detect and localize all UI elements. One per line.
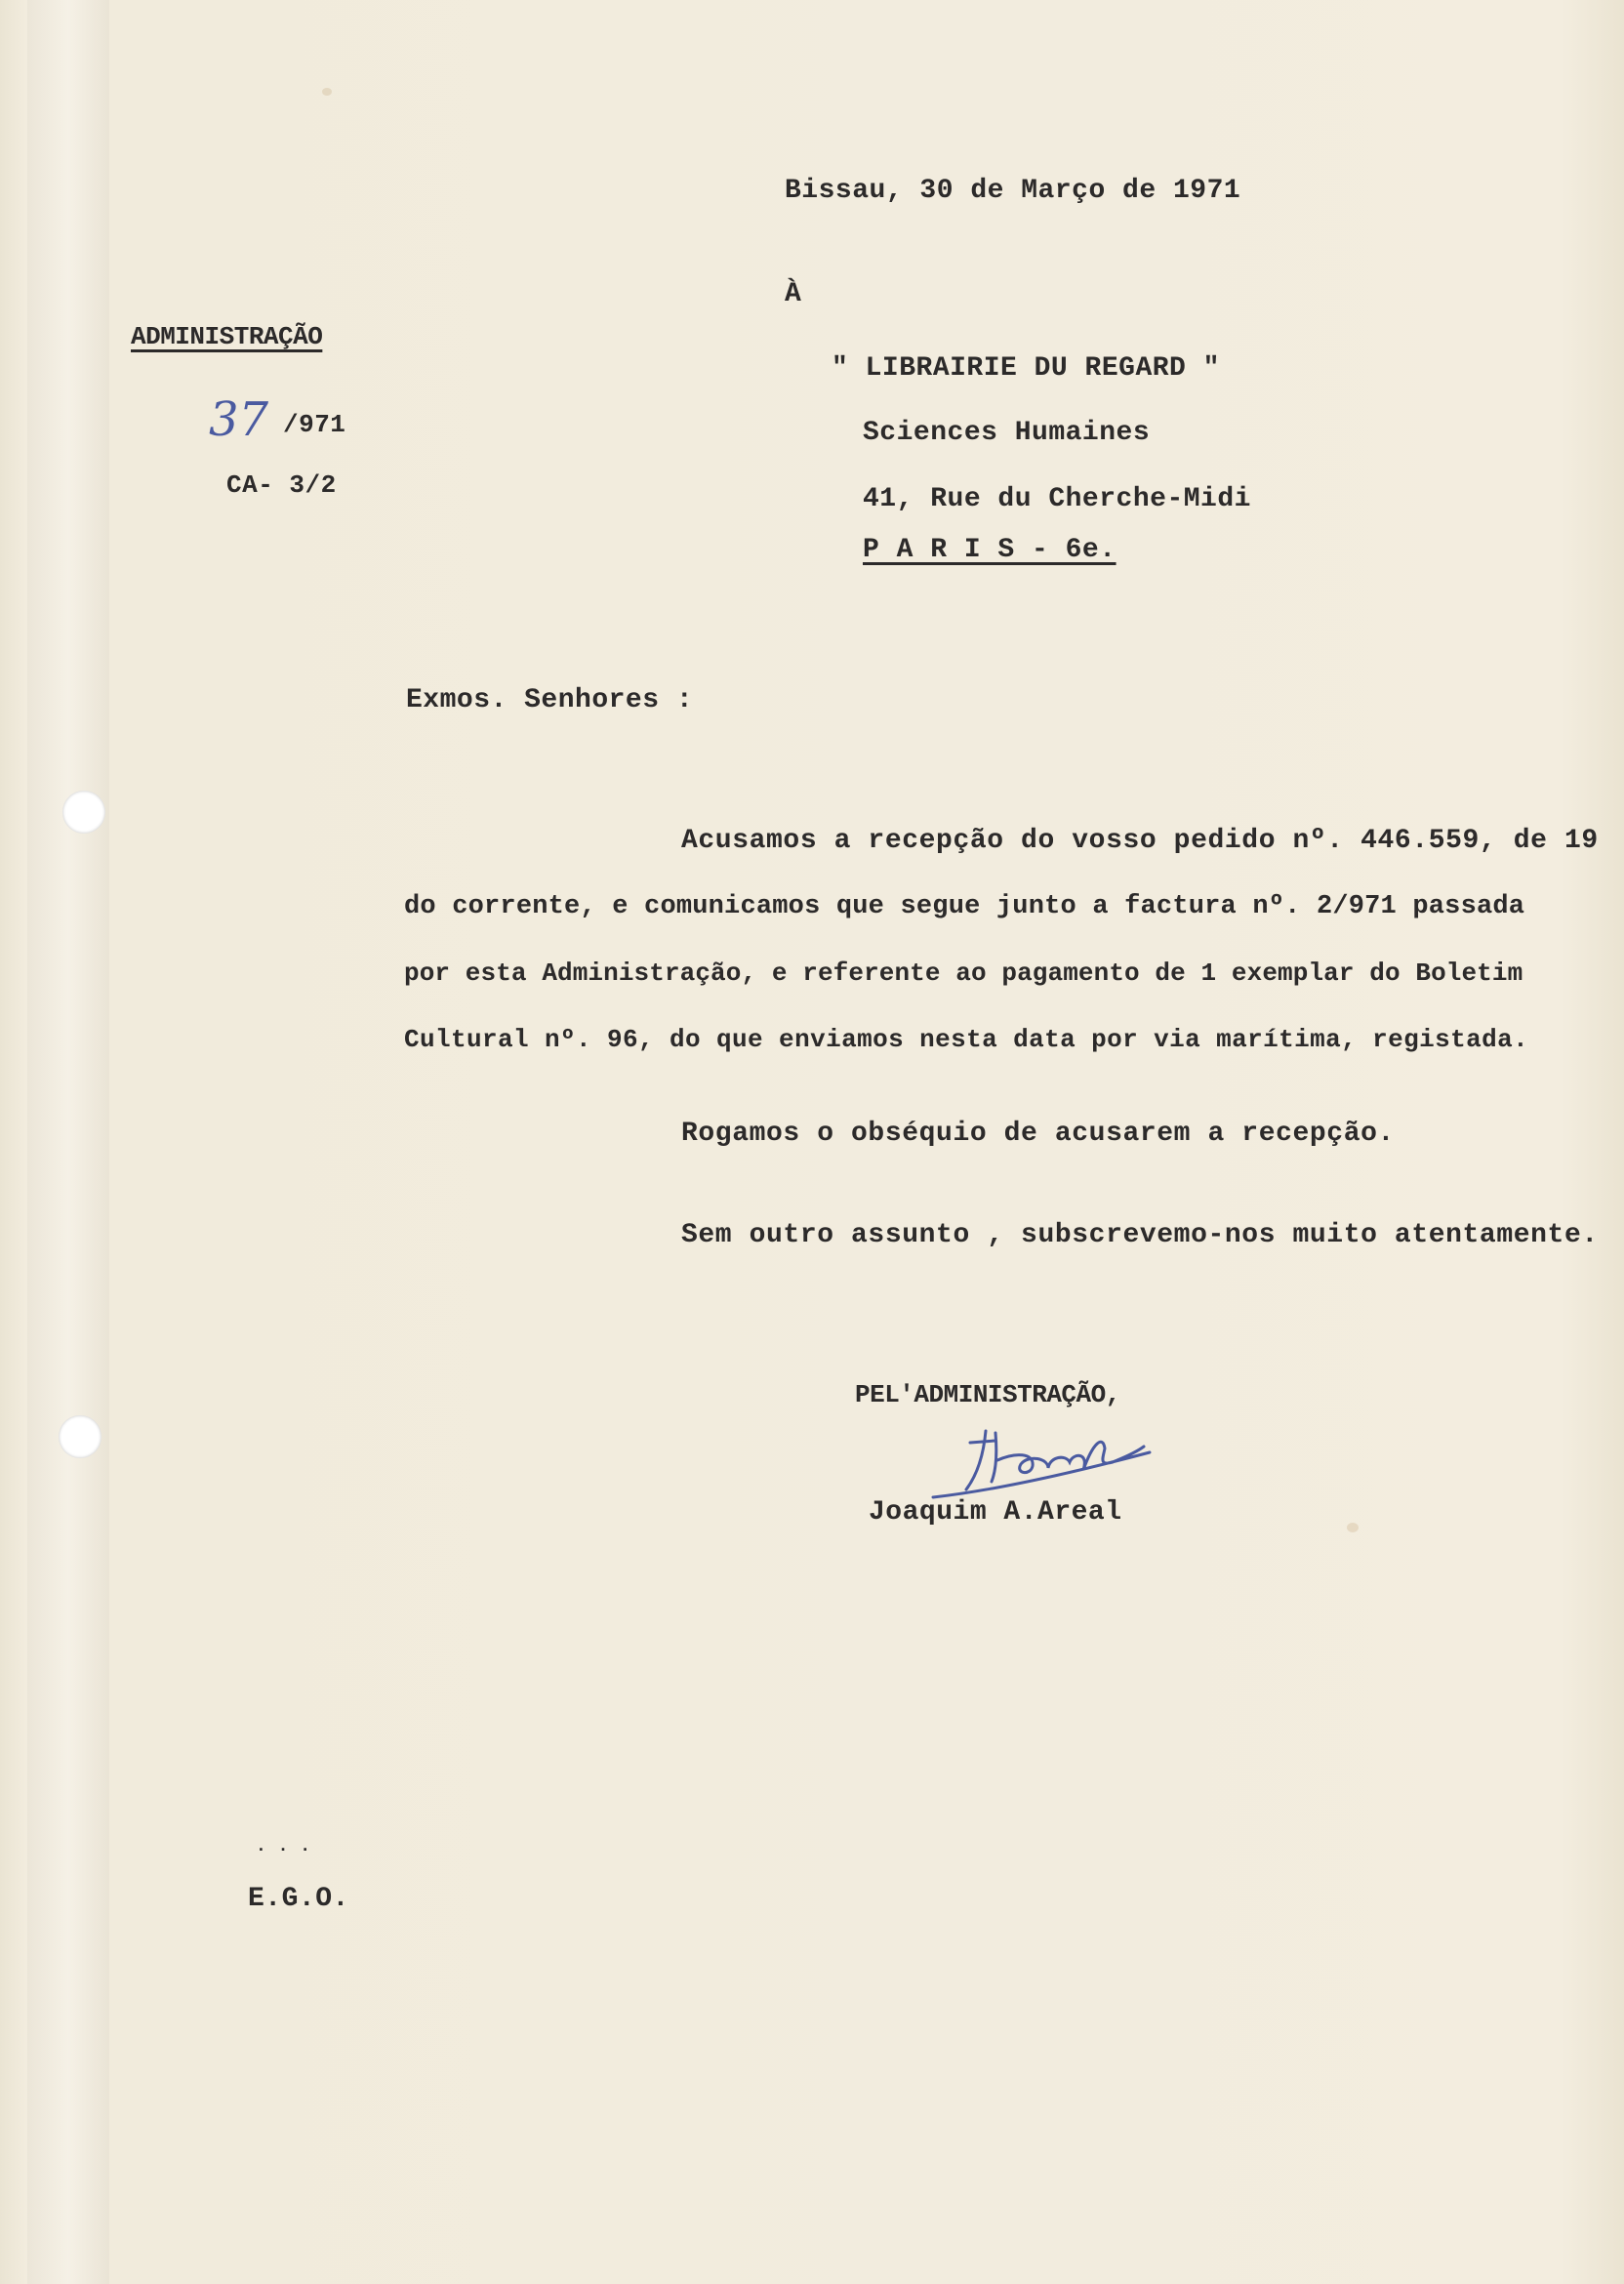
recipient-city: P A R I S - 6e. [863, 535, 1116, 565]
paragraph1-line: Cultural nº. 96, do que enviamos nesta data por via marítima, registada. [404, 1025, 1529, 1054]
paper-stain [1347, 1523, 1359, 1532]
paragraph1-line: Acusamos a recepção do vosso pedido nº. 446.559, de 19 [681, 826, 1599, 856]
left-fold-shadow [27, 0, 109, 2284]
signatory-name: Joaquim A.Areal [869, 1497, 1122, 1528]
date-line: Bissau, 30 de Março de 1971 [785, 176, 1241, 206]
punch-hole-top [62, 791, 105, 834]
salutation: Exmos. Senhores : [406, 685, 694, 715]
office-stamp: ADMINISTRAÇÃO [131, 322, 323, 351]
handwritten-signature [927, 1413, 1161, 1511]
paper-stain [322, 88, 332, 96]
paragraph1-line: do corrente, e comunicamos que segue junto a factura nº. 2/971 passada [404, 892, 1525, 921]
reference-year: /971 [283, 410, 346, 439]
paragraph1-line: por esta Administração, e referente ao pagamento de 1 exemplar do Boletim [404, 958, 1523, 988]
addressee-prefix: À [785, 279, 802, 309]
paragraph2: Rogamos o obséquio de acusarem a recepção. [681, 1119, 1395, 1149]
recipient-department: Sciences Humaines [863, 418, 1151, 448]
typist-initials: E.G.O. [248, 1884, 349, 1914]
recipient-name: " LIBRAIRIE DU REGARD " [832, 353, 1220, 384]
reference-code: CA- 3/2 [226, 470, 337, 500]
signature-for-line: PEL'ADMINISTRAÇÃO, [855, 1380, 1120, 1409]
closing-line: Sem outro assunto , subscrevemo-nos muito atentamente. [681, 1220, 1599, 1250]
punch-hole-bottom [59, 1415, 102, 1458]
reference-number-handwritten: 37 [209, 392, 269, 447]
recipient-street: 41, Rue du Cherche-Midi [863, 484, 1251, 514]
footer-dots: . . . [256, 1837, 311, 1856]
